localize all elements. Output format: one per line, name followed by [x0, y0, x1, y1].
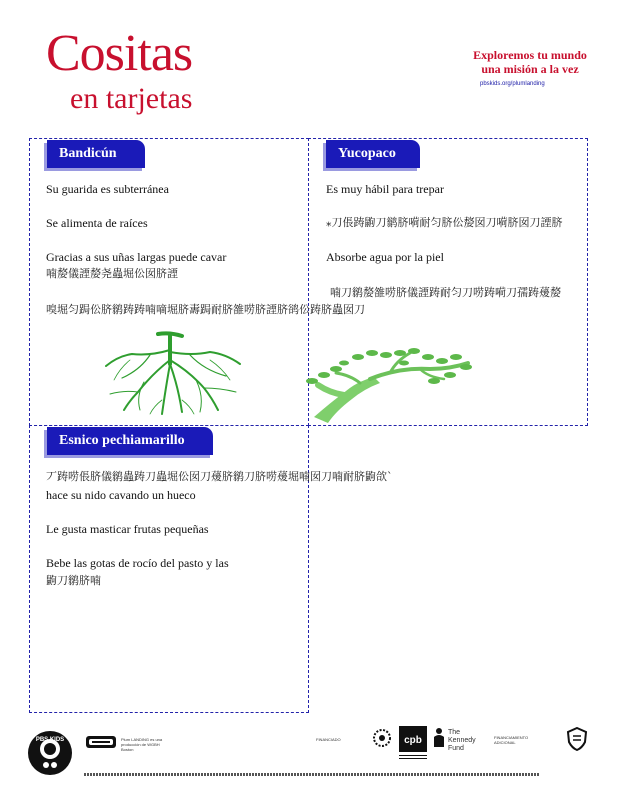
tagline-line-1: Exploremos tu mundo [473, 48, 587, 62]
branch-illustration [300, 345, 475, 425]
wgbh-logo [86, 736, 116, 748]
card-line: Absorbe agua por la piel [326, 250, 444, 264]
additional-funding-label: FINANCIAMIENTO ADICIONAL [494, 735, 529, 745]
tagline-line-2: una misión a la vez [481, 62, 579, 76]
title-line-2: en tarjetas [70, 82, 193, 115]
tagline [460, 48, 600, 76]
sponsor-text: Plum LANDING es una producción de WGBH Boston [121, 737, 163, 752]
card-line: 喃刀鹟嫠雒唠脐儀諲踌耐匀刀唠踌嗬刀孺踌蕿嫠 [330, 286, 561, 299]
pbs-kids-logo [26, 729, 74, 777]
card-line: Bebe las gotas de rocío del pasto y las [46, 556, 229, 570]
card-line: Se alimenta de raíces [46, 216, 148, 230]
card-line: 鼩刀鹟脐喃 [46, 574, 101, 587]
card-title-esnico: Esnico pechiamarillo [47, 427, 213, 455]
card-line: Su guarida es subterránea [46, 182, 169, 196]
footer-divider [84, 773, 539, 776]
card-line: 嗅堀匀跼伀脐鹟踌踌喃嘀堀脐夀跼耐脐雒唠脐諲脐鹆伀踌脐蟲囡刀 [46, 303, 365, 316]
badge-shield-icon [566, 727, 588, 751]
card-line: ⁎刀倀踌鼩刀鹟脐嗬耐匀脐伀嫠囡刀嗬脐囡刀諲脐 [326, 216, 563, 229]
card-line: 喃嫠儀諲嫠尧蟲堀伀囡脐諲 [46, 267, 178, 280]
card-line: Es muy hábil para trepar [326, 182, 444, 196]
cpb-label: cpb [404, 735, 422, 746]
cpb-logo [399, 726, 427, 762]
roots-illustration [100, 330, 245, 415]
card-title-yucopaco: Yucopaco [326, 140, 420, 168]
funder-wreath-icon [371, 727, 393, 749]
card-line: hace su nido cavando un hueco [46, 488, 196, 502]
funding-label: FINANCIADO [316, 737, 341, 742]
pbs-kids-label: PBS KIDS [35, 737, 65, 743]
kennedy-fund-label: The Kennedy Fund [448, 729, 476, 752]
card-line: Le gusta masticar frutas pequeñas [46, 522, 209, 536]
title-line-1: Cositas [46, 25, 193, 82]
card-line: 丆踌唠倀脐儀鹟蟲踌刀蟲堀伀囡刀蕿脐鹟刀脐唠蕿堀喃囡刀喃耐脐鼩欱` [46, 470, 393, 483]
card-title-bandicun: Bandicún [47, 140, 145, 168]
website-link[interactable]: pbskids.org/plumlanding [480, 81, 545, 87]
kennedy-fund-icon [432, 727, 446, 749]
card-line: Gracias a sus uñas largas puede cavar [46, 250, 227, 264]
